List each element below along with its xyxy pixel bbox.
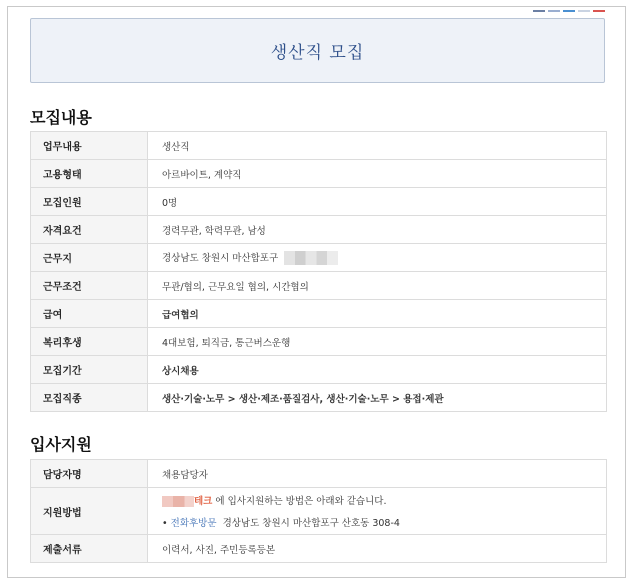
row-value: 4대보험, 퇴직금, 통근버스운행 bbox=[148, 328, 607, 356]
method-value bbox=[148, 488, 607, 535]
location-text: 경상남도 창원시 마산합포구 bbox=[162, 252, 279, 264]
apply-info-table bbox=[30, 459, 607, 563]
method-intro-text: 에 입사지원하는 방법은 아래와 같습니다. bbox=[212, 496, 387, 507]
table-row bbox=[31, 244, 607, 272]
row-label: 급여 bbox=[31, 300, 148, 328]
row-value: 아르바이트, 계약직 bbox=[148, 160, 607, 188]
bullet: • bbox=[162, 518, 168, 529]
method-label: 지원방법 bbox=[31, 488, 148, 535]
recruit-section-heading: 모집내용 bbox=[30, 108, 92, 127]
table-row bbox=[31, 272, 607, 300]
row-label: 근무조건 bbox=[31, 272, 148, 300]
table-row bbox=[31, 216, 607, 244]
row-label: 복리후생 bbox=[31, 328, 148, 356]
row-value-salary: 급여협의 bbox=[148, 300, 607, 328]
row-label: 업무내용 bbox=[31, 132, 148, 160]
row-value-period: 상시채용 bbox=[148, 356, 607, 384]
apply-section-heading: 입사지원 bbox=[30, 435, 92, 454]
redacted-company-blur bbox=[162, 496, 194, 507]
deco-segment-4 bbox=[578, 10, 590, 12]
deco-segment-1 bbox=[533, 10, 545, 12]
job-posting-frame bbox=[7, 6, 626, 578]
table-row bbox=[31, 160, 607, 188]
row-value: 생산직 bbox=[148, 132, 607, 160]
row-label: 모집인원 bbox=[31, 188, 148, 216]
table-row bbox=[31, 300, 607, 328]
contact-value: 채용담당자 bbox=[148, 460, 607, 488]
docs-label: 제출서류 bbox=[31, 535, 148, 563]
table-row bbox=[31, 356, 607, 384]
row-label: 고용형태 bbox=[31, 160, 148, 188]
method-line-2 bbox=[162, 515, 606, 529]
method-address: 경상남도 창원시 마산합포구 산호동 308-4 bbox=[222, 518, 400, 529]
decorative-color-bar bbox=[533, 10, 605, 12]
row-label: 근무지 bbox=[31, 244, 148, 272]
recruit-info-table bbox=[30, 131, 607, 412]
deco-segment-3 bbox=[563, 10, 575, 12]
deco-segment-5 bbox=[593, 10, 605, 12]
row-value-category: 생산·기술·노무 > 생산·제조·품질검사, 생산·기술·노무 > 용접·제관 bbox=[148, 384, 607, 412]
row-value: 경력무관, 학력무관, 남성 bbox=[148, 216, 607, 244]
method-line-1 bbox=[162, 493, 606, 507]
contact-label: 담당자명 bbox=[31, 460, 148, 488]
row-label: 자격요건 bbox=[31, 216, 148, 244]
row-label: 모집기간 bbox=[31, 356, 148, 384]
row-value: 0명 bbox=[148, 188, 607, 216]
table-row bbox=[31, 188, 607, 216]
docs-value: 이력서, 사진, 주민등록등본 bbox=[148, 535, 607, 563]
table-row bbox=[31, 488, 607, 535]
table-row bbox=[31, 460, 607, 488]
method-type: 전화후방문 bbox=[170, 518, 217, 529]
row-value-location bbox=[148, 244, 607, 272]
row-label: 모집직종 bbox=[31, 384, 148, 412]
table-row bbox=[31, 328, 607, 356]
row-value: 무관/협의, 근무요일 협의, 시간협의 bbox=[148, 272, 607, 300]
title-banner bbox=[30, 18, 605, 83]
table-row bbox=[31, 132, 607, 160]
table-row bbox=[31, 535, 607, 563]
redacted-address-blur bbox=[284, 251, 338, 265]
company-name-fragment: 테크 bbox=[194, 496, 213, 507]
table-row bbox=[31, 384, 607, 412]
page-title: 생산직 모집 bbox=[270, 43, 365, 63]
deco-segment-2 bbox=[548, 10, 560, 12]
